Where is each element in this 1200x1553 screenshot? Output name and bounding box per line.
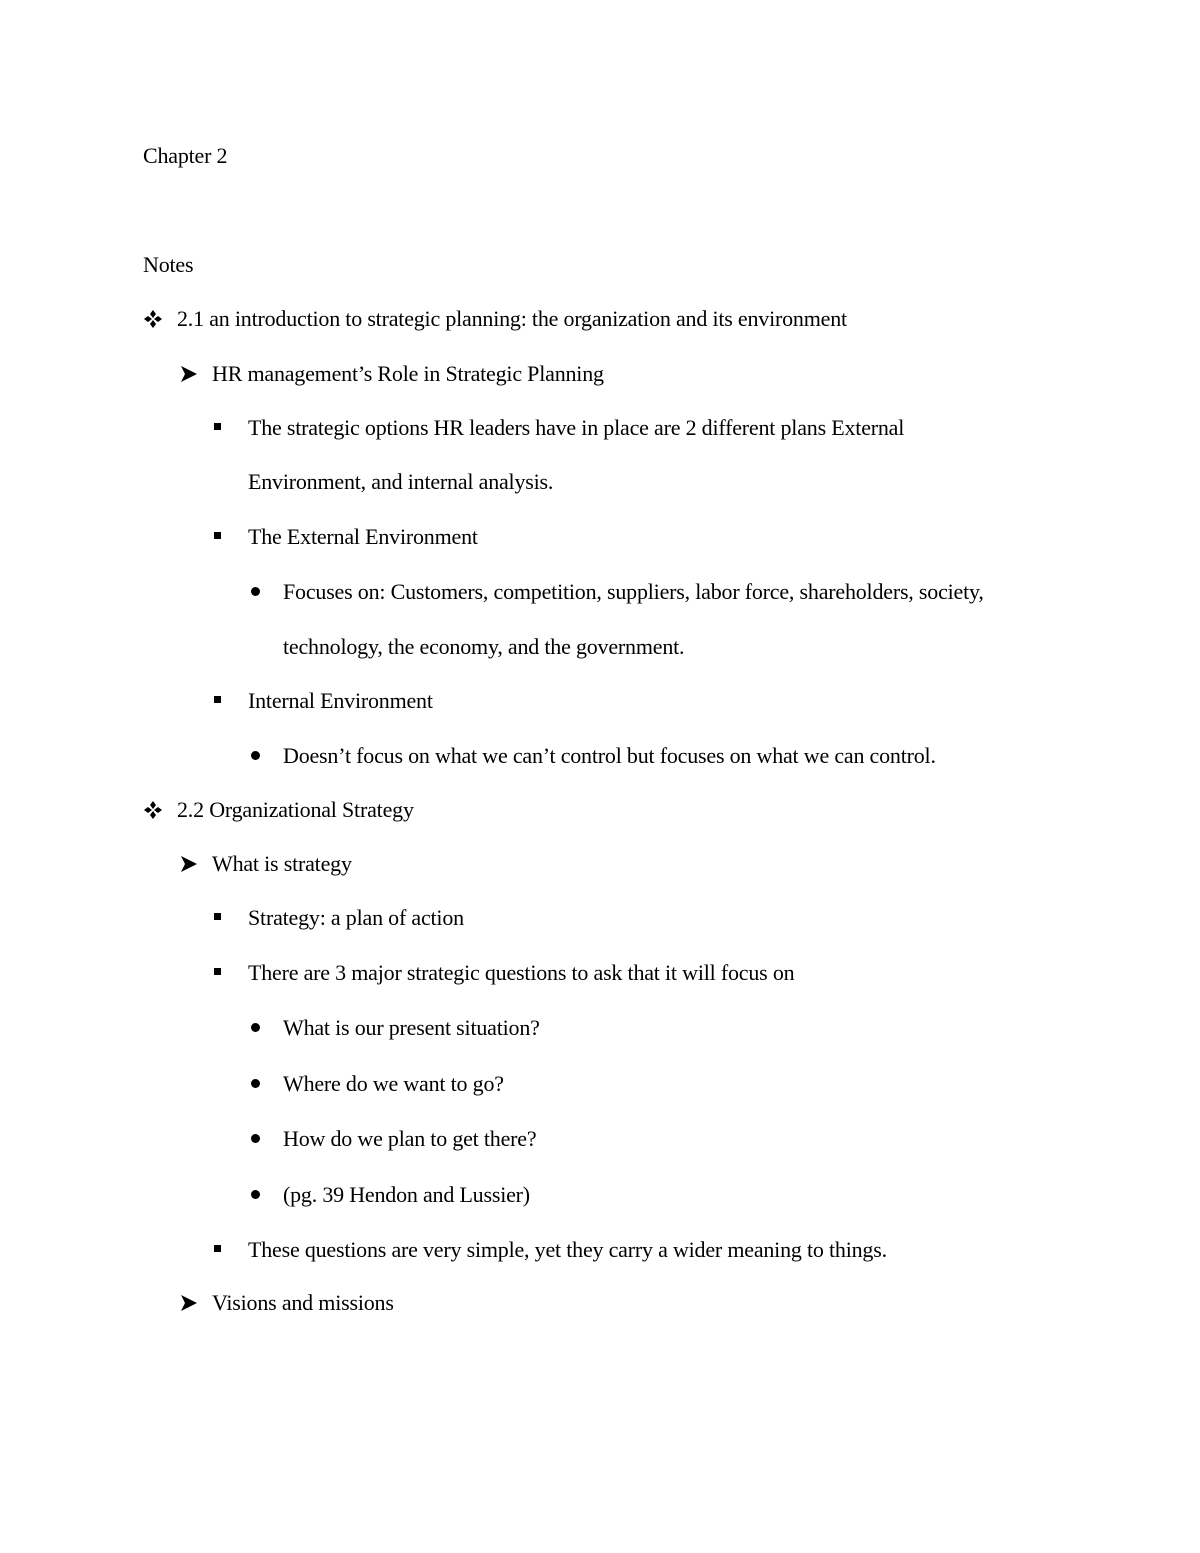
round-dot-bullet-icon bbox=[251, 1079, 260, 1088]
list-point: Focuses on: Customers, competition, suppliers, labor force, shareholders, society, bbox=[283, 579, 984, 604]
list-item: The External Environment bbox=[248, 524, 478, 549]
round-dot-bullet-icon bbox=[251, 1023, 260, 1032]
list-item: There are 3 major strategic questions to ask that it will focus on bbox=[248, 960, 795, 985]
section-heading: 2.1 an introduction to strategic planning: the organization and its environment bbox=[177, 306, 847, 331]
four-diamond-bullet-icon bbox=[143, 800, 163, 820]
square-bullet-icon bbox=[214, 423, 221, 430]
list-point: (pg. 39 Hendon and Lussier) bbox=[283, 1182, 530, 1207]
list-item: These questions are very simple, yet they carry a wider meaning to things. bbox=[248, 1237, 887, 1262]
subsection-heading: What is strategy bbox=[212, 851, 352, 876]
chapter-title: Chapter 2 bbox=[143, 143, 228, 168]
list-item-continuation: Environment, and internal analysis. bbox=[248, 469, 554, 494]
list-item: The strategic options HR leaders have in place are 2 different plans External bbox=[248, 415, 905, 440]
arrowhead-bullet-icon bbox=[180, 855, 198, 873]
round-dot-bullet-icon bbox=[251, 1134, 260, 1143]
list-item: Strategy: a plan of action bbox=[248, 905, 464, 930]
arrowhead-bullet-icon bbox=[180, 1294, 198, 1312]
round-dot-bullet-icon bbox=[251, 587, 260, 596]
arrowhead-bullet-icon bbox=[180, 365, 198, 383]
round-dot-bullet-icon bbox=[251, 751, 260, 760]
square-bullet-icon bbox=[214, 968, 221, 975]
square-bullet-icon bbox=[214, 532, 221, 539]
list-point: How do we plan to get there? bbox=[283, 1126, 537, 1151]
square-bullet-icon bbox=[214, 913, 221, 920]
list-point: Where do we want to go? bbox=[283, 1071, 504, 1096]
square-bullet-icon bbox=[214, 696, 221, 703]
subsection-heading: Visions and missions bbox=[212, 1290, 394, 1315]
four-diamond-bullet-icon bbox=[143, 309, 163, 329]
list-point-continuation: technology, the economy, and the government. bbox=[283, 634, 685, 659]
square-bullet-icon bbox=[214, 1245, 221, 1252]
subsection-heading: HR management’s Role in Strategic Planning bbox=[212, 361, 604, 386]
notes-heading: Notes bbox=[143, 252, 194, 277]
section-heading: 2.2 Organizational Strategy bbox=[177, 797, 414, 822]
list-point: What is our present situation? bbox=[283, 1015, 540, 1040]
list-item: Internal Environment bbox=[248, 688, 433, 713]
round-dot-bullet-icon bbox=[251, 1190, 260, 1199]
list-point: Doesn’t focus on what we can’t control but focuses on what we can control. bbox=[283, 743, 936, 768]
